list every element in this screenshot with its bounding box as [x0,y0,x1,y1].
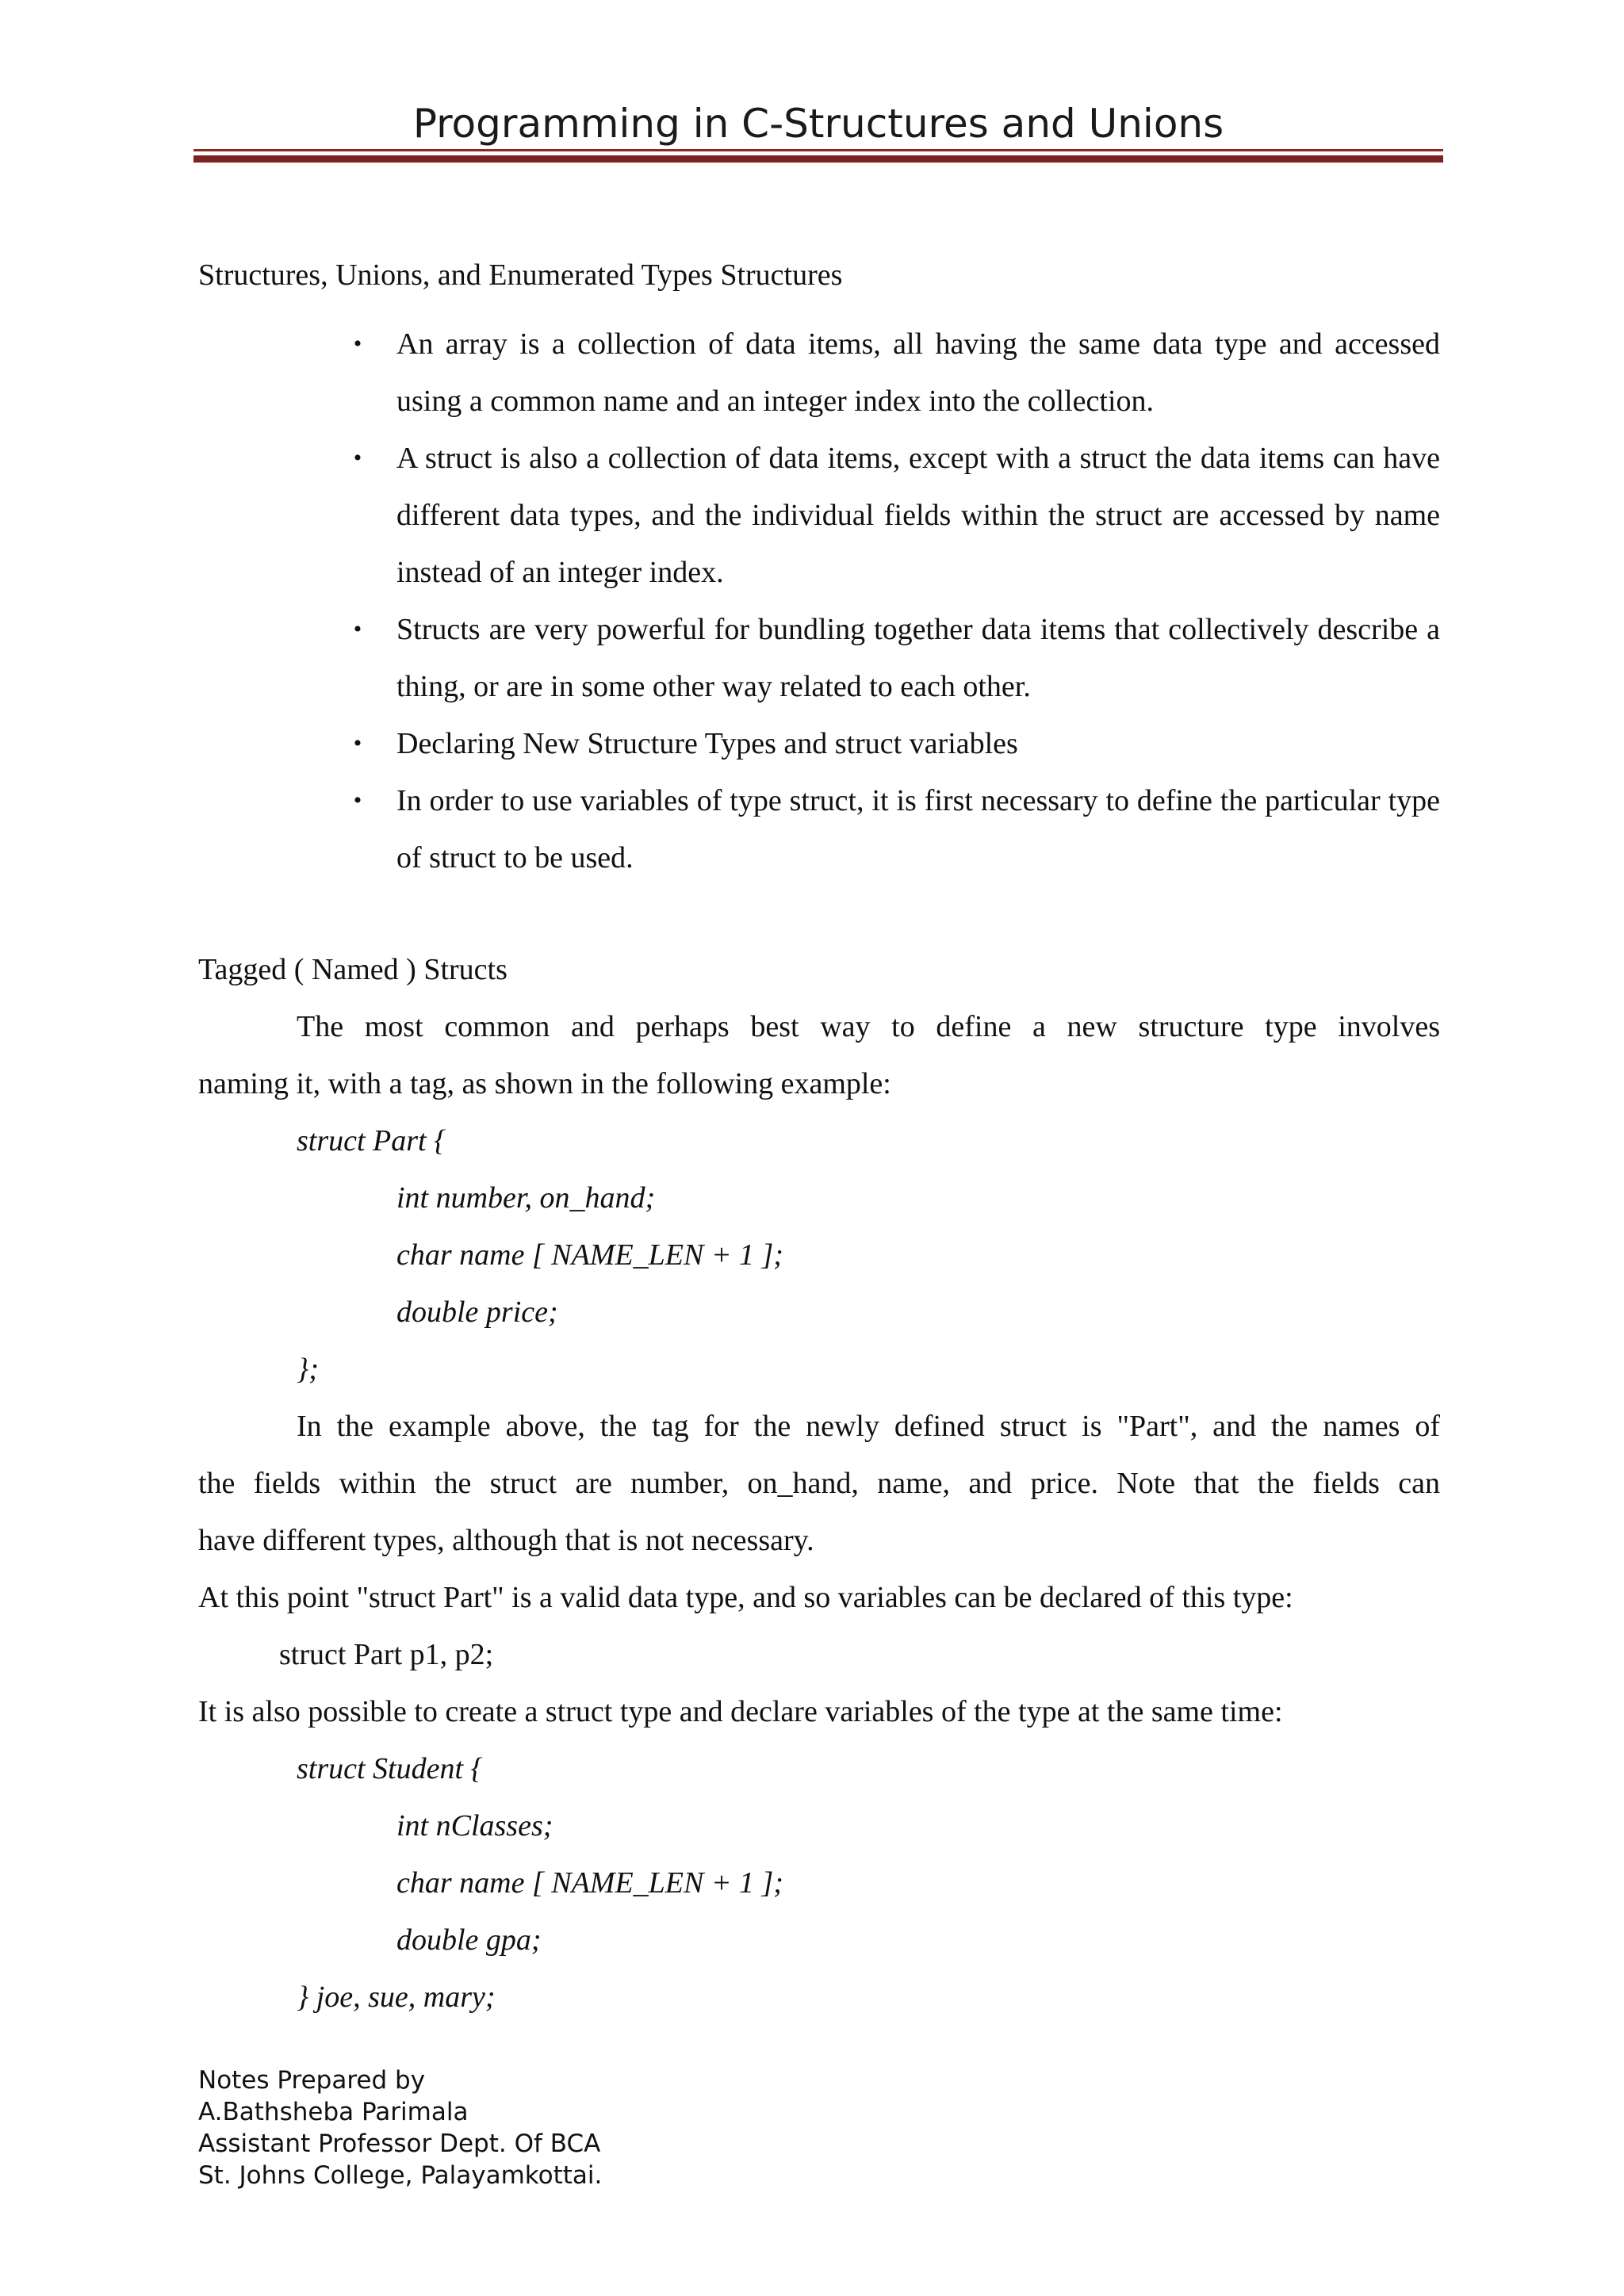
code-line: } joe, sue, mary; [297,1980,496,2014]
header-rule-thin [193,149,1443,151]
code-line: double price; [396,1295,558,1329]
list-item [349,601,1440,715]
list-item [349,772,1440,886]
bullet-icon: • [353,331,362,357]
list-item [349,316,1440,430]
code-line: int nClasses; [396,1809,553,1843]
footer-line: Notes Prepared by [198,2066,426,2095]
list-item-text: In order to use variables of type struct, it is first necessary to define the particular type of struct to be used. [396,784,1440,874]
declaration-line: struct Part p1, p2; [279,1638,494,1671]
list-item-text: A struct is also a collection of data items, except with a struct the data items can have different data types, and the individual fields within the struct are accessed by name instead of an integer index. [396,442,1440,589]
paragraph-line: It is also possible to create a struct type and declare variables of the type at the same time: [198,1695,1283,1728]
code-line: char name [ NAME_LEN + 1 ]; [396,1238,783,1272]
intro-line-1: The most common and perhaps best way to define a new structure type involves [297,1010,1440,1043]
paragraph-line: In the example above, the tag for the newly defined struct is "Part", and the names of [297,1410,1440,1443]
list-item [349,715,1440,772]
paragraph-line: the fields within the struct are number, on_hand, name, and price. Note that the fields can [198,1467,1440,1500]
footer-line: Assistant Professor Dept. Of BCA [198,2130,601,2158]
code-line: int number, on_hand; [396,1181,656,1215]
paragraph-line: At this point "struct Part" is a valid data type, and so variables can be declared of this type: [198,1581,1293,1614]
section-heading-tagged-structs: Tagged ( Named ) Structs [198,953,508,986]
section-heading-structures: Structures, Unions, and Enumerated Types Structures [198,258,843,292]
footer [198,2064,602,2191]
bullet-icon: • [353,787,362,813]
bullet-icon: • [353,445,362,471]
list-item [349,430,1440,601]
header-rule-thick [193,155,1443,163]
list-item-text: Structs are very powerful for bundling together data items that collectively describe a thing, or are in some other way related to each other. [396,613,1440,703]
code-line: double gpa; [396,1923,542,1957]
footer-line: St. Johns College, Palayamkottai. [198,2161,603,2190]
code-line: struct Student { [297,1752,483,1785]
intro-line-2: naming it, with a tag, as shown in the following example: [198,1067,891,1100]
list-item-text: Declaring New Structure Types and struct variables [396,727,1018,760]
page-header [193,94,1443,157]
code-line: }; [297,1353,319,1386]
bullet-icon: • [353,730,362,756]
list-item-text: An array is a collection of data items, all having the same data type and accessed using a common name and an integer index into the collection. [396,327,1440,418]
paragraph-line: have different types, although that is not necessary. [198,1524,814,1557]
bullet-list [349,316,1440,886]
footer-line: A.Bathsheba Parimala [198,2098,469,2126]
code-line: struct Part { [297,1124,446,1158]
code-line: char name [ NAME_LEN + 1 ]; [396,1866,783,1900]
page-title: Programming in C-Structures and Unions [412,101,1224,147]
bullet-icon: • [353,616,362,642]
